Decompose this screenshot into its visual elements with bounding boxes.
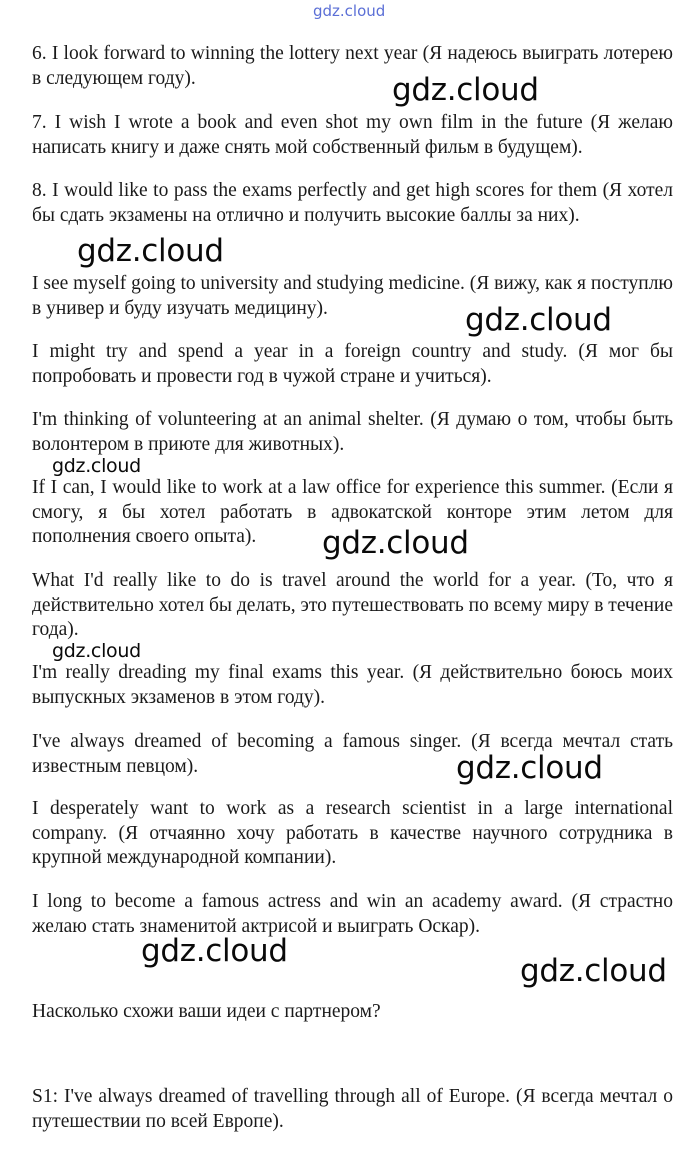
- paragraph-item-8: 8. I would like to pass the exams perfectly and get high scores for them (Я хотел бы сдать экзамены на отлично и получить высокие баллы за них).: [32, 180, 673, 226]
- paragraph-foreign-country: I might try and spend a year in a foreign country and study. (Я мог бы попробовать и провести год в чужой стране и учиться).: [32, 341, 673, 387]
- paragraph-actress: I long to become a famous actress and win an academy award. (Я страстно желаю стать знаменитой актрисой и выиграть Оскар).: [32, 891, 673, 937]
- paragraph-final-exams: I'm really dreading my final exams this year. (Я действительно боюсь моих выпускных экзаменов в этом году).: [32, 662, 673, 708]
- paragraph-item-6: 6. I look forward to winning the lottery next year (Я надеюсь выиграть лотерею в следующем году).: [32, 43, 673, 89]
- header-watermark: gdz.cloud: [313, 2, 386, 20]
- watermark: gdz.cloud: [77, 233, 224, 269]
- watermark: gdz.cloud: [322, 525, 469, 561]
- paragraph-law-office: If I can, I would like to work at a law office for experience this summer. (Если я смогу, я бы хотел работать в адвокатской конторе этим летом для пополнения своего опыта).: [32, 477, 673, 547]
- paragraph-question: Насколько схожи ваши идеи с партнером?: [32, 1001, 381, 1022]
- watermark: gdz.cloud: [52, 640, 141, 662]
- paragraph-research-scientist: I desperately want to work as a research scientist in a large international company. (Я отчаянно хочу работать в качестве научного сотрудника в крупной международной компании).: [32, 798, 673, 868]
- watermark: gdz.cloud: [465, 302, 612, 338]
- watermark: gdz.cloud: [520, 953, 667, 989]
- paragraph-university: I see myself going to university and studying medicine. (Я вижу, как я поступлю в универ и буду изучать медицину).: [32, 273, 673, 319]
- watermark: gdz.cloud: [141, 933, 288, 969]
- paragraph-singer: I've always dreamed of becoming a famous singer. (Я всегда мечтал стать известным певцом).: [32, 731, 673, 777]
- paragraph-travel-world: What I'd really like to do is travel around the world for a year. (То, что я действительно хотел бы делать, это путешествовать по всему миру в течение года).: [32, 570, 673, 640]
- watermark: gdz.cloud: [456, 750, 603, 786]
- paragraph-item-7: 7. I wish I wrote a book and even shot my own film in the future (Я желаю написать книгу и даже снять мой собственный фильм в будущем).: [32, 112, 673, 158]
- watermark: gdz.cloud: [52, 455, 141, 477]
- watermark: gdz.cloud: [392, 72, 539, 108]
- paragraph-volunteering: I'm thinking of volunteering at an animal shelter. (Я думаю о том, чтобы быть волонтером в приюте для животных).: [32, 409, 673, 455]
- paragraph-s1-answer: S1: I've always dreamed of travelling through all of Europe. (Я всегда мечтал о путешествии по всей Европе).: [32, 1086, 673, 1132]
